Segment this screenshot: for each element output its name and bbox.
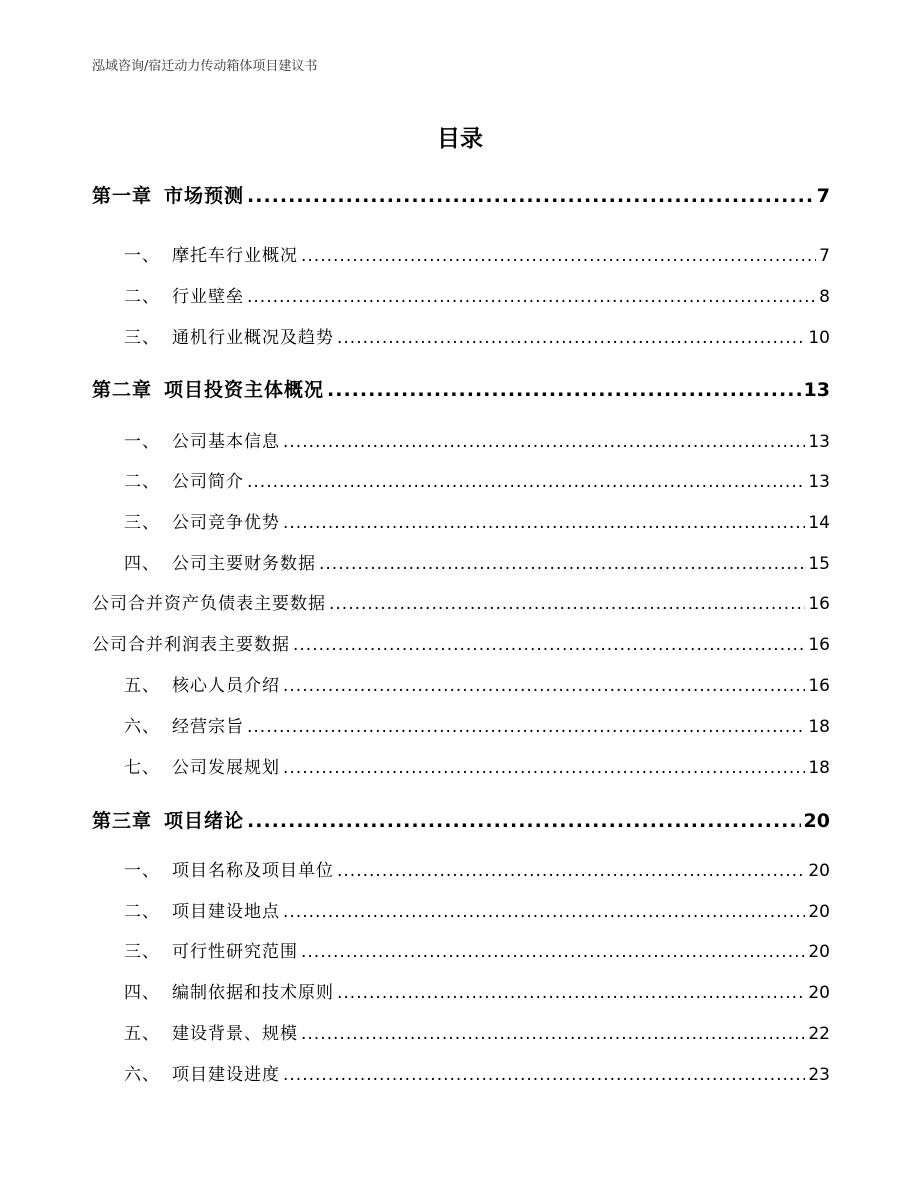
toc-entry-text: 项目投资主体概况 [164,379,325,401]
toc-entry-label [92,678,280,695]
toc-dot-leader [283,1067,805,1084]
toc-entry-text: 项目建设地点 [172,902,280,922]
page-header: 泓域咨询/宿迁动力传动箱体项目建议书 [92,59,318,74]
toc-page-number: 13 [808,432,830,452]
toc-entry-number: 六、 [124,1065,160,1085]
toc-entry-label [92,289,244,306]
toc-page-number: 7 [819,246,830,266]
toc-entry-label [92,187,244,206]
toc-section-entry[interactable] [92,515,830,532]
toc-page-number: 20 [808,983,830,1003]
toc-title: 目录 [437,126,483,152]
toc-entry-label [92,381,324,400]
toc-entry-label [92,904,280,921]
toc-entry-label [92,515,280,532]
toc-entry-label [92,985,334,1002]
toc-entry-text: 经营宗旨 [172,717,244,737]
toc-page-number: 10 [808,328,830,348]
toc-entry-number: 二、 [124,472,160,492]
toc-page-number: 8 [819,287,830,307]
toc-section-entry[interactable] [92,985,830,1002]
toc-dot-leader [337,330,805,347]
toc-entry-label [92,434,280,451]
toc-entry-number: 二、 [124,287,160,307]
toc-section-entry[interactable] [92,474,830,491]
toc-entry-text: 公司主要财务数据 [172,554,316,574]
toc-dot-leader [319,556,805,573]
toc-entry-number: 四、 [124,983,160,1003]
toc-entry-label [92,248,298,265]
toc-page-number: 22 [808,1024,830,1044]
toc-entry-text: 建设背景、规模 [172,1024,298,1044]
toc-section-entry[interactable] [92,760,830,777]
toc-section-entry[interactable] [92,944,830,961]
toc-dot-leader [247,474,805,491]
toc-dot-leader [337,985,805,1002]
toc-dot-leader [247,812,801,831]
toc-page-number: 18 [808,758,830,778]
toc-entry-number: 五、 [124,676,160,696]
toc-entry-text: 公司竞争优势 [172,513,280,533]
toc-entry-label [92,330,334,347]
toc-entry-number: 三、 [124,328,160,348]
toc-entry-number: 第二章 [92,379,153,401]
toc-entry-number: 一、 [124,861,160,881]
toc-entry-number: 一、 [124,246,160,266]
toc-page-number: 14 [808,513,830,533]
toc-chapter-entry[interactable] [92,381,830,400]
toc-entry-label [92,863,334,880]
toc-section-entry[interactable] [92,556,830,573]
toc-entry-text: 公司合并利润表主要数据 [92,635,290,655]
toc-dot-leader [283,434,805,451]
toc-entry-label [92,719,244,736]
toc-page-number: 7 [816,185,830,207]
toc-page-number: 16 [808,594,830,614]
toc-entry-label [92,944,298,961]
toc-entry-text: 公司简介 [172,472,244,492]
toc-entry-label [92,1067,280,1084]
toc-section-entry[interactable] [92,330,830,347]
toc-entry-text: 行业壁垒 [172,287,244,307]
toc-dot-leader [247,719,805,736]
toc-entry-number: 七、 [124,758,160,778]
toc-dot-leader [337,863,805,880]
toc-dot-leader [247,289,816,306]
toc-dot-leader [301,1026,805,1043]
toc-dot-leader [247,187,814,206]
toc-entry-text: 核心人员介绍 [172,676,280,696]
toc-entry-label [92,556,316,573]
toc-section-entry[interactable] [92,719,830,736]
toc-page-number: 20 [803,810,830,832]
toc-entry-number: 第一章 [92,185,153,207]
toc-entry-number: 三、 [124,513,160,533]
toc-page-number: 13 [808,472,830,492]
toc-page-number: 16 [808,676,830,696]
toc-section-entry[interactable] [92,678,830,695]
toc-section-entry[interactable] [92,637,830,654]
toc-section-entry[interactable] [92,248,830,265]
toc-entry-label [92,812,244,831]
toc-entry-text: 项目建设进度 [172,1065,280,1085]
toc-entry-number: 六、 [124,717,160,737]
toc-dot-leader [283,760,805,777]
toc-dot-leader [283,904,805,921]
toc-section-entry[interactable] [92,434,830,451]
toc-page-number: 20 [808,861,830,881]
toc-dot-leader [301,944,805,961]
toc-dot-leader [283,678,805,695]
toc-page-number: 20 [808,902,830,922]
toc-entry-number: 第三章 [92,810,153,832]
toc-entry-number: 五、 [124,1024,160,1044]
toc-dot-leader [293,637,805,654]
toc-entry-number: 一、 [124,432,160,452]
toc-chapter-entry[interactable] [92,187,830,206]
toc-dot-leader [283,515,805,532]
toc-entry-number: 三、 [124,942,160,962]
toc-entry-text: 项目名称及项目单位 [172,861,334,881]
toc-entry-text: 市场预测 [164,185,245,207]
toc-entry-label [92,1026,298,1043]
toc-entry-text: 通机行业概况及趋势 [172,328,334,348]
toc-page-number: 15 [808,554,830,574]
toc-entry-text: 编制依据和技术原则 [172,983,334,1003]
toc-entry-text: 公司合并资产负债表主要数据 [92,594,326,614]
toc-page-number: 18 [808,717,830,737]
toc-section-entry[interactable] [92,289,830,306]
toc-section-entry[interactable] [92,863,830,880]
toc-entry-label [92,760,280,777]
toc-entry-text: 公司发展规划 [172,758,280,778]
toc-entry-label [92,637,290,654]
toc-entry-label [92,596,326,613]
toc-section-entry[interactable] [92,904,830,921]
toc-chapter-entry[interactable] [92,812,830,831]
toc-entry-text: 摩托车行业概况 [172,246,298,266]
toc-entry-label [92,474,244,491]
toc-entry-number: 二、 [124,902,160,922]
toc-page-number: 20 [808,942,830,962]
toc-dot-leader [327,381,801,400]
toc-section-entry[interactable] [92,1026,830,1043]
toc-page-number: 23 [808,1065,830,1085]
toc-page-number: 16 [808,635,830,655]
toc-dot-leader [301,248,816,265]
toc-section-entry[interactable] [92,596,830,613]
toc-entry-number: 四、 [124,554,160,574]
toc-page-number: 13 [803,379,830,401]
toc-entry-text: 公司基本信息 [172,432,280,452]
toc-entry-text: 项目绪论 [164,810,245,832]
toc-dot-leader [329,596,805,613]
toc-entry-text: 可行性研究范围 [172,942,298,962]
toc-section-entry[interactable] [92,1067,830,1084]
